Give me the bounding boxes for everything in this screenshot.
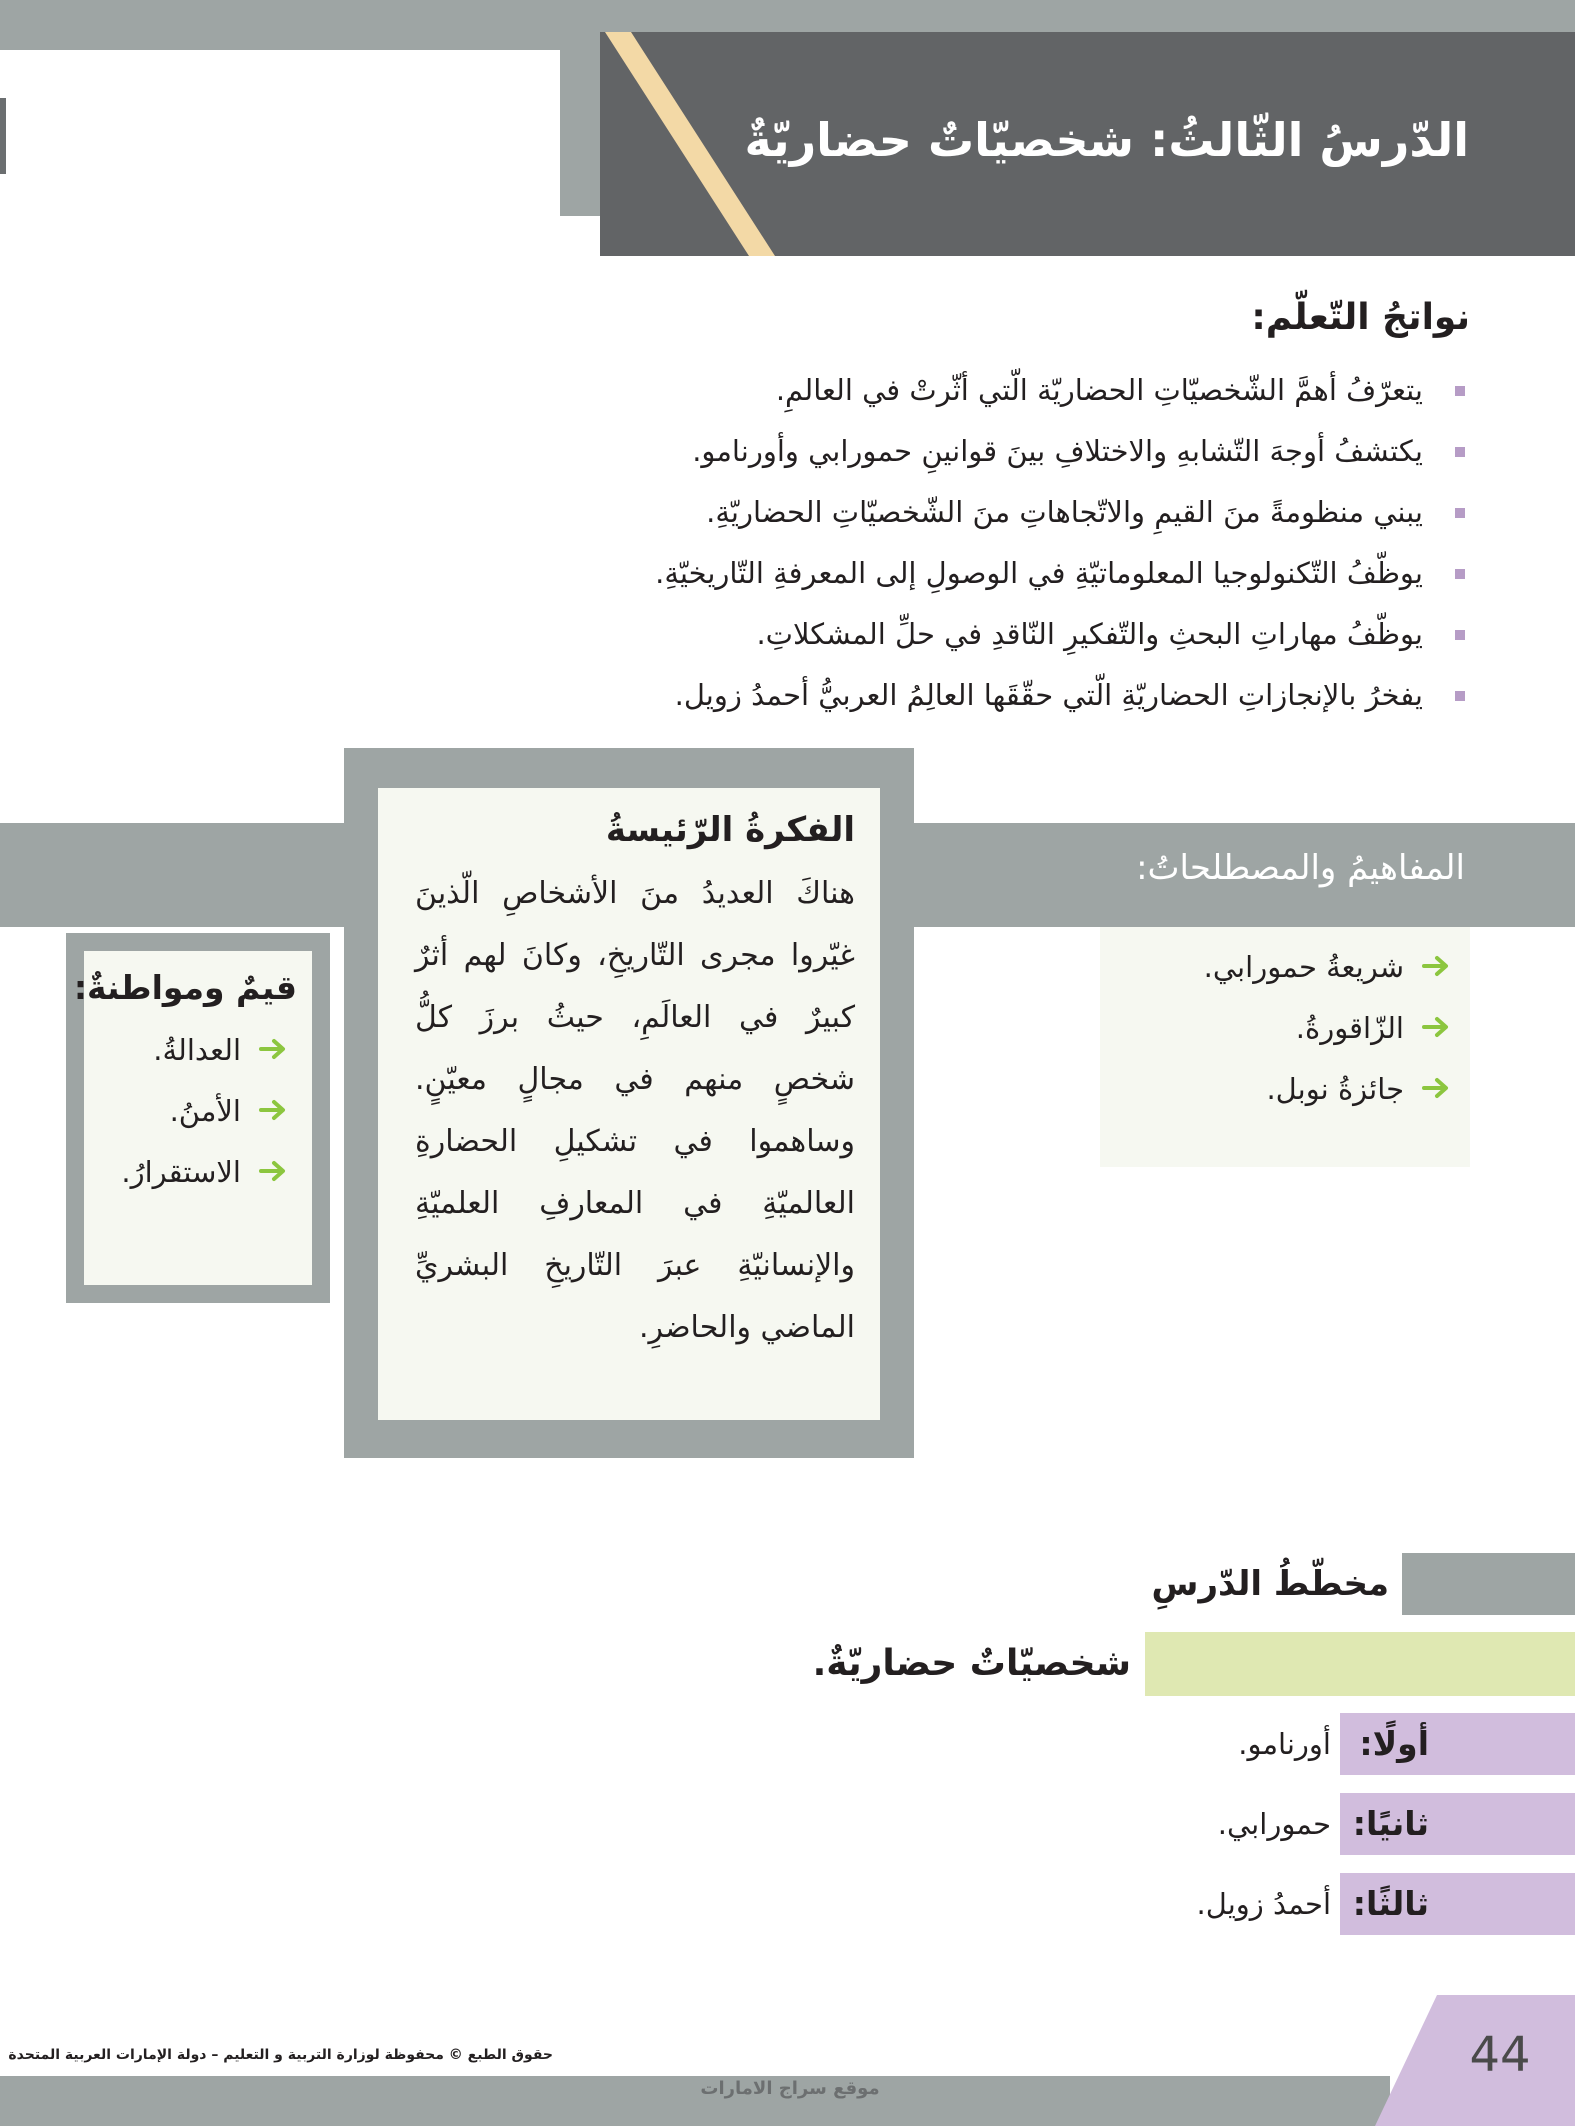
lesson-plan-bar: [1402, 1553, 1575, 1615]
outcome-item: يفخرُ بالإنجازاتِ الحضاريّةِ الّتي حقّقَها العالِمُ العربيُّ أحمدُ زويل.: [275, 665, 1475, 726]
outcomes-list: [275, 360, 1475, 726]
plan-item-label: ثالثًا:: [1352, 1884, 1429, 1923]
square-bullet-icon: [1455, 569, 1465, 579]
square-bullet-icon: [1455, 386, 1465, 396]
page-number: 44: [1469, 2027, 1531, 2083]
left-edge-tab: [0, 98, 6, 174]
plan-item-value: أحمدُ زويل.: [1196, 1887, 1331, 1921]
outcome-item: يوظّفُ مهاراتِ البحثِ والتّفكيرِ النّاقدِ في حلِّ المشكلاتِ.: [275, 604, 1475, 665]
arrow-right-icon: [1422, 1014, 1454, 1040]
plan-item-label: أولًا:: [1359, 1724, 1429, 1763]
topic-bar: [1145, 1632, 1575, 1696]
outcomes-heading: نواتجُ التّعلّم:: [1251, 297, 1470, 338]
top-strip: [0, 0, 1575, 32]
lesson-plan-heading: مخطّطُ الدّرسِ: [1151, 1564, 1389, 1604]
plan-item-label: ثانيًا:: [1352, 1804, 1429, 1843]
arrow-right-icon: [259, 1036, 291, 1062]
values-heading: قيمٌ ومواطنةٌ:: [73, 968, 297, 1007]
square-bullet-icon: [1455, 630, 1465, 640]
concept-item: الزّاقورةُ.: [1040, 998, 1460, 1059]
footer-site-name: موقع سراج الامارات: [700, 2078, 880, 2099]
arrow-right-icon: [1422, 1075, 1454, 1101]
plan-item-value: أورنامو.: [1238, 1727, 1331, 1761]
value-item: الاستقرارُ.: [67, 1142, 297, 1203]
square-bullet-icon: [1455, 691, 1465, 701]
values-list: [67, 1020, 297, 1203]
square-bullet-icon: [1455, 508, 1465, 518]
concept-item: شريعةُ حمورابي.: [1040, 937, 1460, 998]
outcome-item: يبني منظومةً منَ القيمِ والاتّجاهاتِ منَ الشّخصيّاتِ الحضاريّةِ.: [275, 482, 1475, 543]
plan-item-value: حمورابي.: [1217, 1807, 1331, 1841]
concepts-list: [1040, 937, 1460, 1120]
outcome-item: يتعرّفُ أهمَّ الشّخصيّاتِ الحضاريّة الّتي أثّرتْ في العالمِ.: [275, 360, 1475, 421]
copyright-note: حقوق الطبع © محفوظة لوزارة التربية و التعليم – دولة الإمارات العربية المتحدة: [8, 2047, 553, 2063]
main-idea-text: هناكَ العديدُ منَ الأشخاصِ الّذينَ غيّروا مجرى التّاريخِ، وكانَ لهم أثرٌ كبيرٌ في العالَمِ، حيثُ برزَ كلُّ شخصٍ منهم في مجالٍ معيّنٍ. وساهموا في تشكيلِ الحضارةِ العالميّةِ في المعارفِ العلميّةِ والإنسانيّةِ عبرَ التّاريخِ البشريِّ الماضي والحاضرِ.: [415, 876, 855, 1345]
concepts-heading: المفاهيمُ والمصطلحاتُ:: [1136, 848, 1465, 888]
concept-item: جائزةُ نوبل.: [1040, 1059, 1460, 1120]
arrow-right-icon: [259, 1097, 291, 1123]
main-idea-heading: الفكرةُ الرّئيسةُ: [605, 810, 855, 850]
arrow-right-icon: [259, 1158, 291, 1184]
topic-title: شخصيّاتٌ حضاريّةٌ.: [812, 1643, 1131, 1684]
square-bullet-icon: [1455, 447, 1465, 457]
outcome-item: يوظّفُ التّكنولوجيا المعلوماتيّةِ في الوصولِ إلى المعرفةِ التّاريخيّةِ.: [275, 543, 1475, 604]
lesson-title: الدّرسُ الثّالثُ: شخصيّاتٌ حضاريّةٌ: [744, 113, 1469, 167]
value-item: العدالةُ.: [67, 1020, 297, 1081]
value-item: الأمنُ.: [67, 1081, 297, 1142]
arrow-right-icon: [1422, 953, 1454, 979]
outcome-item: يكتشفُ أوجهَ التّشابهِ والاختلافِ بينَ قوانينِ حمورابي وأورنامو.: [275, 421, 1475, 482]
